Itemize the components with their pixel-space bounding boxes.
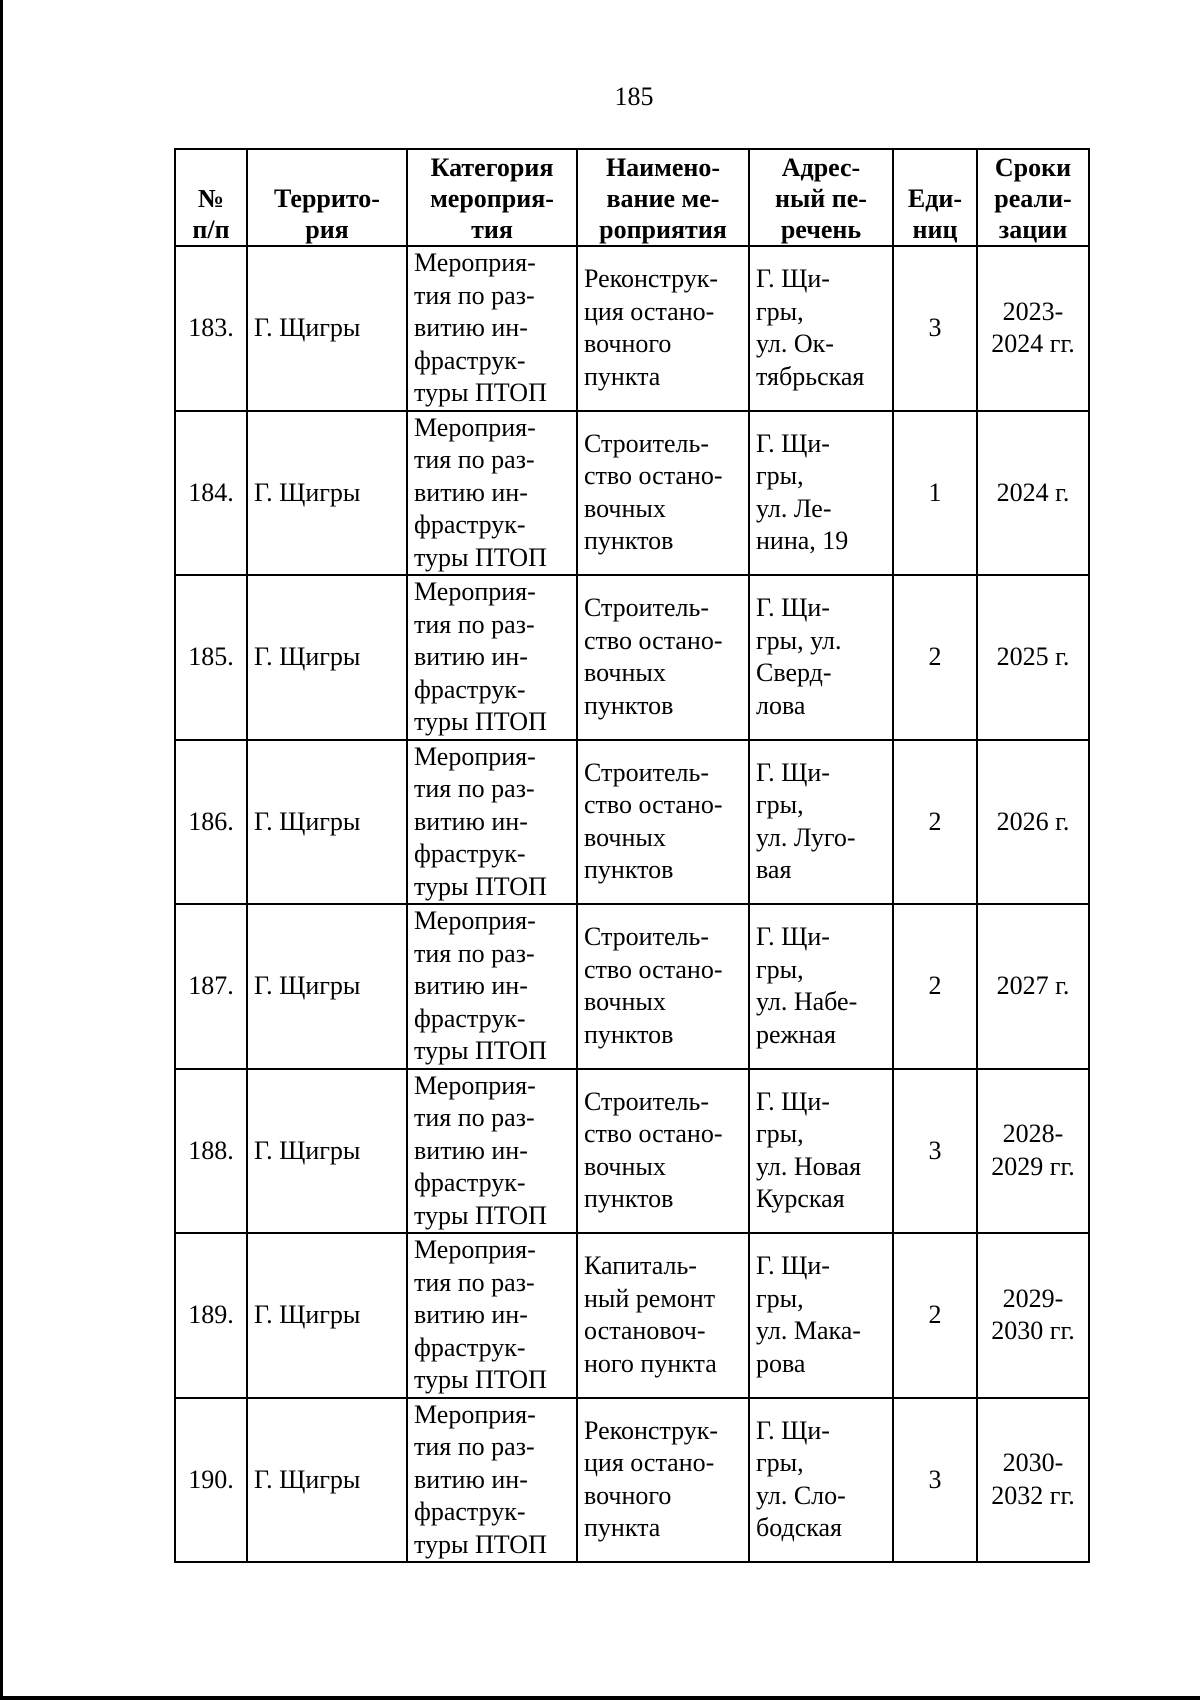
row-measure-name-line: ство остано- bbox=[584, 1119, 723, 1149]
row-term-line: 2029- bbox=[1002, 1283, 1064, 1313]
table-row bbox=[175, 1069, 1089, 1234]
row-category bbox=[407, 1398, 577, 1563]
header-line: Наимено- bbox=[605, 153, 721, 182]
row-territory bbox=[247, 1233, 407, 1398]
row-number bbox=[175, 740, 247, 905]
row-measure-name-line: Строитель- bbox=[584, 428, 709, 458]
row-measure-name-line: Строитель- bbox=[584, 593, 709, 623]
row-category-line: туры ПТОП bbox=[414, 871, 547, 901]
row-category-line: фраструк- bbox=[414, 1332, 526, 1362]
header-line: Еди- bbox=[907, 184, 963, 213]
header-territory bbox=[247, 149, 407, 246]
table-row bbox=[175, 904, 1089, 1069]
scan-bottom-edge bbox=[0, 1696, 1200, 1700]
row-measure-name-line: вочных bbox=[584, 822, 666, 852]
row-term bbox=[977, 1233, 1089, 1398]
row-number bbox=[175, 575, 247, 740]
row-term bbox=[977, 904, 1089, 1069]
row-number bbox=[175, 1069, 247, 1234]
row-territory bbox=[247, 575, 407, 740]
row-measure-name bbox=[577, 575, 749, 740]
row-units-line: 3 bbox=[928, 1464, 942, 1494]
row-term-line: 2026 г. bbox=[996, 806, 1070, 836]
row-address-line: Г. Щи- bbox=[756, 922, 830, 952]
row-measure-name bbox=[577, 1069, 749, 1234]
row-category-line: тия по раз- bbox=[414, 1432, 535, 1461]
row-number bbox=[175, 1398, 247, 1563]
row-address-line: Г. Щи- bbox=[756, 428, 830, 458]
row-category-line: фраструк- bbox=[414, 345, 526, 375]
row-units-line: 2 bbox=[928, 642, 942, 671]
row-number-line: 184. bbox=[188, 477, 234, 507]
row-term-line: 2027 г. bbox=[996, 971, 1070, 1000]
row-address-line: гры, bbox=[756, 1448, 804, 1478]
row-units-line: 2 bbox=[928, 806, 942, 836]
row-address-line: гры, bbox=[756, 1119, 804, 1149]
row-measure-name-line: ство остано- bbox=[584, 954, 723, 984]
row-units-line: 1 bbox=[928, 477, 942, 507]
row-category-line: Мероприя- bbox=[414, 906, 536, 935]
row-units bbox=[893, 1233, 977, 1398]
row-territory bbox=[247, 740, 407, 905]
row-measure-name-line: ция остано- bbox=[584, 1448, 715, 1478]
row-number-line: 190. bbox=[188, 1464, 234, 1494]
row-category-line: Мероприя- bbox=[414, 1070, 536, 1100]
row-units-line: 2 bbox=[928, 971, 942, 1000]
row-category-line: витию ин- bbox=[414, 1135, 528, 1165]
row-category-line: туры ПТОП bbox=[414, 1365, 547, 1394]
row-units-line: 3 bbox=[928, 1135, 942, 1165]
header-line: мероприя- bbox=[430, 184, 554, 213]
row-category bbox=[407, 740, 577, 905]
header-name bbox=[577, 149, 749, 246]
row-number bbox=[175, 1233, 247, 1398]
row-number bbox=[175, 246, 247, 411]
row-address bbox=[749, 246, 893, 411]
header-category bbox=[407, 149, 577, 246]
row-address-line: ул. Новая bbox=[756, 1151, 862, 1181]
header-term bbox=[977, 149, 1089, 246]
row-measure-name-line: Реконструк- bbox=[584, 1415, 719, 1445]
row-measure-name-line: Реконструк- bbox=[584, 264, 719, 294]
row-measure-name-line: ство остано- bbox=[584, 625, 723, 655]
row-category bbox=[407, 1233, 577, 1398]
row-territory bbox=[247, 1398, 407, 1563]
row-category-line: туры ПТОП bbox=[414, 1036, 547, 1065]
header-line: Адрес- bbox=[781, 153, 861, 182]
row-address-line: ул. Ле- bbox=[756, 493, 832, 523]
row-category-line: витию ин- bbox=[414, 1300, 528, 1329]
row-territory-line: Г. Щигры bbox=[254, 642, 361, 671]
table-row bbox=[175, 1398, 1089, 1563]
row-measure-name-line: пунктов bbox=[584, 690, 674, 720]
row-territory-line: Г. Щигры bbox=[254, 1135, 361, 1165]
row-term-line: 2024 гг. bbox=[991, 329, 1075, 359]
row-territory bbox=[247, 411, 407, 576]
row-units bbox=[893, 904, 977, 1069]
header-line: № bbox=[197, 184, 225, 213]
row-measure-name bbox=[577, 740, 749, 905]
row-territory bbox=[247, 246, 407, 411]
header-line: п/п bbox=[192, 215, 230, 244]
row-measure-name-line: вочных bbox=[584, 987, 666, 1017]
row-address-line: Г. Щи- bbox=[756, 757, 830, 787]
header-line: реали- bbox=[994, 184, 1072, 213]
table-row bbox=[175, 1233, 1089, 1398]
row-address-line: гры, bbox=[756, 790, 804, 820]
row-category-line: тия по раз- bbox=[414, 1103, 535, 1132]
header-line: рия bbox=[305, 215, 349, 244]
row-term bbox=[977, 740, 1089, 905]
header-line: Категория bbox=[430, 153, 554, 182]
row-category-line: витию ин- bbox=[414, 642, 528, 671]
row-category-line: фраструк- bbox=[414, 1003, 526, 1033]
row-term-line: 2025 г. bbox=[996, 642, 1070, 671]
row-category-line: витию ин- bbox=[414, 806, 528, 836]
row-term bbox=[977, 575, 1089, 740]
row-term-line: 2029 гг. bbox=[991, 1151, 1075, 1181]
row-category-line: тия по раз- bbox=[414, 609, 535, 639]
header-units bbox=[893, 149, 977, 246]
row-address-line: режная bbox=[756, 1019, 836, 1049]
row-category-line: витию ин- bbox=[414, 477, 528, 507]
header-line: ный пе- bbox=[775, 184, 867, 213]
row-territory-line: Г. Щигры bbox=[254, 806, 361, 836]
row-address bbox=[749, 1398, 893, 1563]
row-measure-name-line: остановоч- bbox=[584, 1316, 706, 1346]
header-line: ниц bbox=[912, 215, 958, 244]
row-measure-name-line: вочных bbox=[584, 658, 666, 688]
row-measure-name-line: пунктов bbox=[584, 855, 674, 885]
row-units-line: 3 bbox=[928, 313, 942, 342]
row-term-line: 2030- bbox=[1002, 1448, 1064, 1478]
row-category bbox=[407, 904, 577, 1069]
row-category-line: Мероприя- bbox=[414, 577, 536, 606]
row-measure-name-line: ция остано- bbox=[584, 296, 715, 326]
row-category-line: туры ПТОП bbox=[414, 1200, 547, 1230]
row-number-line: 188. bbox=[188, 1135, 234, 1165]
row-address-line: Сверд- bbox=[756, 658, 832, 688]
row-address-line: бодская bbox=[756, 1513, 842, 1543]
row-number bbox=[175, 904, 247, 1069]
row-measure-name-line: ство остано- bbox=[584, 790, 723, 820]
row-measure-name-line: ного пункта bbox=[584, 1348, 717, 1378]
row-term bbox=[977, 246, 1089, 411]
table-row bbox=[175, 575, 1089, 740]
row-address bbox=[749, 904, 893, 1069]
row-category-line: фраструк- bbox=[414, 510, 526, 539]
header-line: речень bbox=[780, 215, 862, 244]
row-address-line: ул. Луго- bbox=[756, 822, 856, 852]
row-address-line: тябрьская bbox=[756, 361, 865, 391]
row-measure-name-line: пунктов bbox=[584, 1184, 674, 1214]
header-line: роприятия bbox=[599, 215, 727, 244]
row-address bbox=[749, 411, 893, 576]
row-units bbox=[893, 411, 977, 576]
row-category-line: Мероприя- bbox=[414, 248, 536, 277]
row-territory bbox=[247, 1069, 407, 1234]
row-measure-name-line: Строитель- bbox=[584, 1086, 709, 1116]
row-measure-name-line: Строитель- bbox=[584, 922, 709, 952]
row-number-line: 185. bbox=[188, 642, 234, 671]
row-units-line: 2 bbox=[928, 1300, 942, 1329]
row-address-line: ул. Ок- bbox=[756, 329, 834, 359]
row-category-line: фраструк- bbox=[414, 1168, 526, 1197]
row-address-line: гры, bbox=[756, 296, 804, 326]
row-address-line: ул. Набе- bbox=[756, 987, 858, 1017]
row-measure-name-line: вочных bbox=[584, 493, 666, 523]
row-measure-name bbox=[577, 904, 749, 1069]
row-address-line: гры, bbox=[756, 1283, 804, 1313]
row-category-line: витию ин- bbox=[414, 1464, 528, 1494]
row-term bbox=[977, 1398, 1089, 1563]
row-category-line: тия по раз- bbox=[414, 938, 535, 968]
row-address-line: ул. Мака- bbox=[756, 1316, 861, 1346]
row-address-line: гры, ул. bbox=[756, 625, 842, 655]
row-address-line: Г. Щи- bbox=[756, 264, 830, 294]
row-category bbox=[407, 575, 577, 740]
row-measure-name-line: Строитель- bbox=[584, 757, 709, 787]
table-body bbox=[175, 246, 1089, 1562]
row-address-line: лова bbox=[756, 690, 806, 720]
row-measure-name-line: вочного bbox=[584, 1480, 672, 1510]
row-category-line: витию ин- bbox=[414, 971, 528, 1000]
measures-table bbox=[174, 148, 1090, 1563]
row-term-line: 2028- bbox=[1002, 1119, 1064, 1149]
row-measure-name bbox=[577, 1398, 749, 1563]
row-measure-name-line: пунктов bbox=[584, 1019, 674, 1049]
row-category-line: тия по раз- bbox=[414, 1267, 535, 1297]
row-measure-name-line: ный ремонт bbox=[584, 1283, 716, 1313]
row-category-line: Мероприя- bbox=[414, 741, 536, 771]
row-territory-line: Г. Щигры bbox=[254, 1300, 361, 1329]
row-units bbox=[893, 740, 977, 905]
row-address-line: Г. Щи- bbox=[756, 1415, 830, 1445]
header-address bbox=[749, 149, 893, 246]
row-measure-name bbox=[577, 1233, 749, 1398]
header-line: зации bbox=[998, 215, 1068, 244]
page-number: 185 bbox=[614, 82, 654, 111]
row-address-line: ул. Сло- bbox=[756, 1480, 846, 1510]
row-category-line: туры ПТОП bbox=[414, 1529, 547, 1559]
row-address-line: рова bbox=[756, 1348, 806, 1378]
row-category-line: фраструк- bbox=[414, 674, 526, 704]
row-territory bbox=[247, 904, 407, 1069]
row-category-line: туры ПТОП bbox=[414, 542, 547, 572]
row-territory-line: Г. Щигры bbox=[254, 971, 361, 1000]
row-term-line: 2032 гг. bbox=[991, 1480, 1075, 1510]
row-address-line: Г. Щи- bbox=[756, 1086, 830, 1116]
table-row bbox=[175, 740, 1089, 905]
row-units bbox=[893, 246, 977, 411]
row-category-line: тия по раз- bbox=[414, 774, 535, 803]
row-territory-line: Г. Щигры bbox=[254, 313, 361, 342]
header-line: Террито- bbox=[274, 184, 380, 213]
row-address-line: нина, 19 bbox=[756, 526, 849, 556]
row-term-line: 2023- bbox=[1002, 296, 1064, 326]
table-row bbox=[175, 411, 1089, 576]
row-address-line: Г. Щи- bbox=[756, 1251, 830, 1281]
row-category-line: Мероприя- bbox=[414, 1399, 536, 1429]
row-category-line: фраструк- bbox=[414, 839, 526, 868]
row-category-line: фраструк- bbox=[414, 1497, 526, 1526]
row-term-line: 2024 г. bbox=[996, 477, 1070, 507]
row-category-line: тия по раз- bbox=[414, 280, 535, 310]
header-line: тия bbox=[471, 215, 513, 244]
row-measure-name bbox=[577, 411, 749, 576]
row-measure-name-line: ство остано- bbox=[584, 461, 723, 491]
header-line: Сроки bbox=[994, 153, 1072, 182]
header-number bbox=[175, 149, 247, 246]
row-measure-name-line: пунктов bbox=[584, 526, 674, 556]
row-number bbox=[175, 411, 247, 576]
table-row bbox=[175, 246, 1089, 411]
header-line: вание ме- bbox=[606, 184, 720, 213]
row-territory-line: Г. Щигры bbox=[254, 1464, 361, 1494]
row-number-line: 187. bbox=[188, 971, 234, 1000]
row-measure-name-line: Капиталь- bbox=[584, 1251, 697, 1281]
row-term-line: 2030 гг. bbox=[991, 1316, 1075, 1346]
row-category-line: туры ПТОП bbox=[414, 378, 547, 407]
row-measure-name-line: вочного bbox=[584, 329, 672, 359]
row-measure-name-line: пункта bbox=[584, 361, 661, 391]
row-number-line: 183. bbox=[188, 313, 234, 342]
row-address-line: Курская bbox=[756, 1184, 845, 1214]
row-category-line: витию ин- bbox=[414, 313, 528, 342]
row-term bbox=[977, 411, 1089, 576]
row-measure-name-line: пункта bbox=[584, 1513, 661, 1543]
row-units bbox=[893, 1398, 977, 1563]
row-address-line: гры, bbox=[756, 461, 804, 491]
row-term bbox=[977, 1069, 1089, 1234]
row-address-line: гры, bbox=[756, 954, 804, 984]
row-category bbox=[407, 411, 577, 576]
row-address bbox=[749, 740, 893, 905]
row-category bbox=[407, 246, 577, 411]
row-units bbox=[893, 575, 977, 740]
row-number-line: 189. bbox=[188, 1300, 234, 1329]
row-address-line: вая bbox=[756, 855, 792, 885]
table-header-row bbox=[175, 149, 1089, 246]
row-category-line: Мероприя- bbox=[414, 1235, 536, 1264]
row-units bbox=[893, 1069, 977, 1234]
row-measure-name-line: вочных bbox=[584, 1151, 666, 1181]
row-category-line: туры ПТОП bbox=[414, 707, 547, 736]
row-category-line: тия по раз- bbox=[414, 445, 535, 474]
row-address-line: Г. Щи- bbox=[756, 593, 830, 623]
row-category bbox=[407, 1069, 577, 1234]
row-address bbox=[749, 1233, 893, 1398]
scan-left-edge bbox=[0, 0, 3, 1700]
row-address bbox=[749, 1069, 893, 1234]
row-number-line: 186. bbox=[188, 806, 234, 836]
row-measure-name bbox=[577, 246, 749, 411]
row-territory-line: Г. Щигры bbox=[254, 477, 361, 507]
row-address bbox=[749, 575, 893, 740]
row-category-line: Мероприя- bbox=[414, 412, 536, 442]
